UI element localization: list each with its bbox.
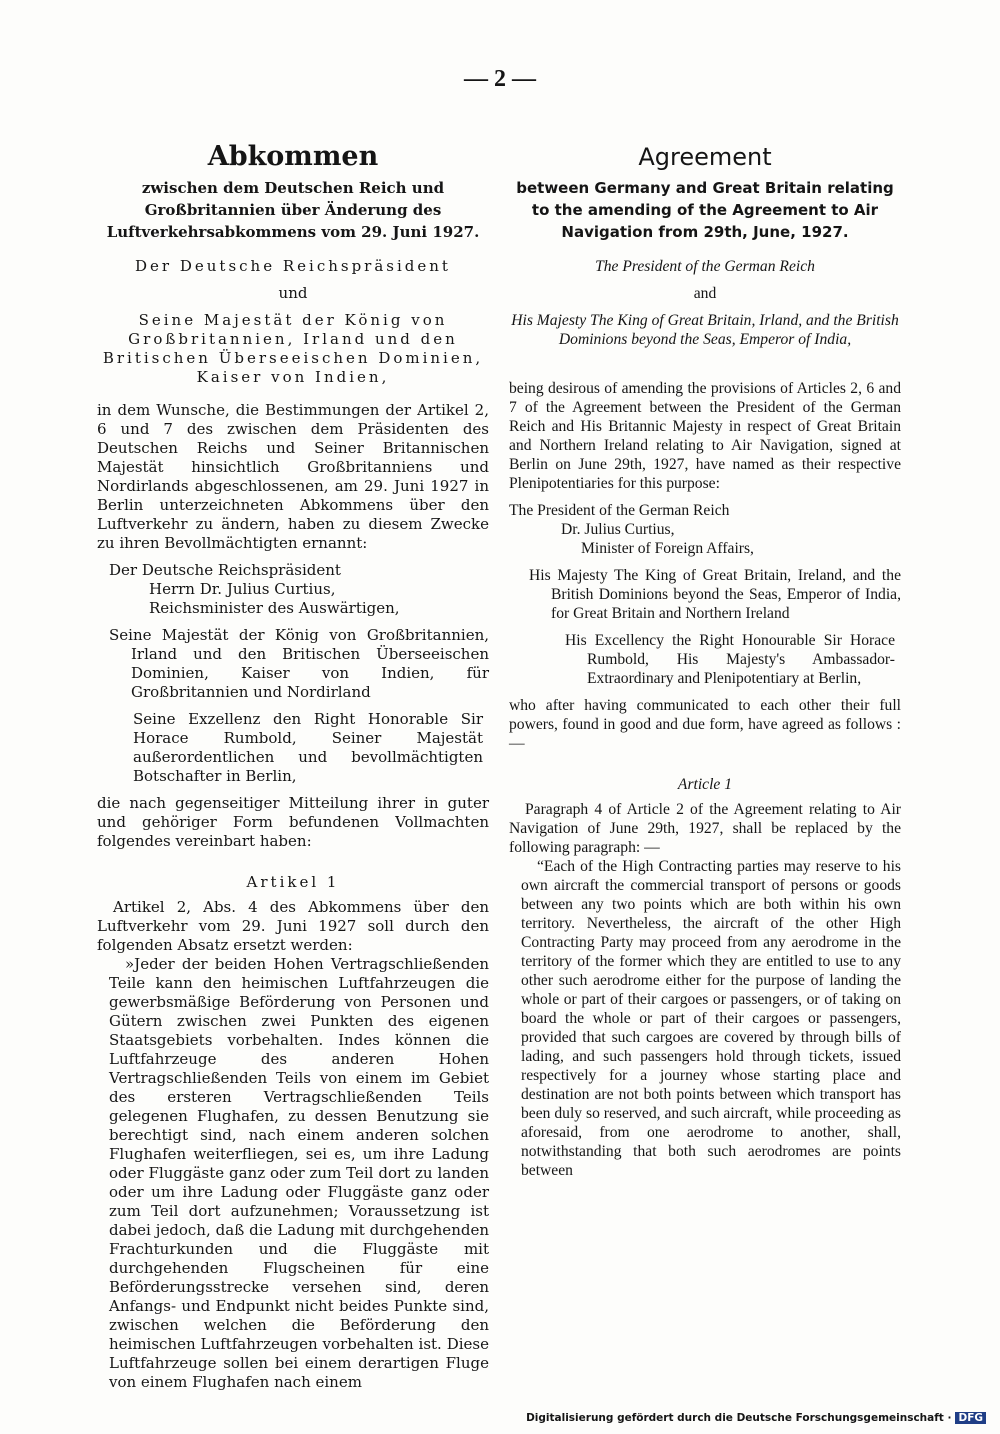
english-plenipotentiary1-name: Dr. Julius Curtius,	[561, 521, 675, 538]
german-plenipotentiary2-title: Seine Majestät der König von Großbritannien, Irland und den Britischen Überseeischen Dominien, Kaiser von Indien, für Großbritannien und Nordirland	[109, 626, 489, 701]
german-and: und	[278, 284, 308, 302]
footer-text: Digitalisierung gefördert durch die Deutsche Forschungsgemeinschaft ·	[526, 1412, 952, 1424]
german-article-intro: Artikel 2, Abs. 4 des Abkommens über den Luftverkehr vom 29. Juni 1927 soll durch den folgenden Absatz ersetzt werden:	[97, 898, 489, 954]
german-agreed: die nach gegenseitiger Mitteilung ihrer in guter und gehöriger Form befundenen Vollmachten folgendes vereinbart haben:	[97, 794, 489, 850]
german-plenipotentiary1-name: Herrn Dr. Julius Curtius,	[149, 580, 336, 598]
german-subtitle: zwischen dem Deutschen Reich und Großbritannien über Änderung des Luftverkehrsabkommens vom 29. Juni 1927.	[106, 179, 480, 241]
english-subtitle: between Germany and Great Britain relating to the amending of the Agreement to Air Navigation from 29th, June, 1927.	[516, 179, 894, 241]
english-title: Agreement	[638, 143, 772, 171]
dfg-logo: DFG	[955, 1412, 986, 1424]
german-column	[97, 140, 489, 1392]
english-party2: His Majesty The King of Great Britain, Irland, and the British Dominions beyond the Seas, Emperor of India,	[511, 312, 899, 348]
english-article-heading: Article 1	[677, 776, 733, 793]
english-plenipotentiary1-title: The President of the German Reich	[509, 502, 730, 519]
english-plenipotentiary1-role: Minister of Foreign Affairs,	[581, 540, 754, 557]
english-plenipotentiary2-title: His Majesty The King of Great Britain, Ireland, and the British Dominions beyond the Seas, Emperor of India, for Great Britain and Northern Ireland	[529, 567, 901, 622]
german-party2: Seine Majestät der König von Großbritannien, Irland und den Britischen Überseeischen Dominien, Kaiser von Indien,	[102, 311, 484, 386]
english-preamble: being desirous of amending the provisions of Articles 2, 6 and 7 of the Agreement between the President of the German Reich and His Britannic Majesty in respect of Great Britain and Northern Ireland relating to Air Navigation, signed at Berlin on June 29th, 1927, have named as their respective Plenipotentiaries for this purpose:	[509, 380, 901, 492]
german-plenipotentiary1-role: Reichsminister des Auswärtigen,	[149, 599, 400, 617]
english-plenipotentiary2-name: His Excellency the Right Honourable Sir Horace Rumbold, His Majesty's Ambassador-Extraordinary and Plenipotentiary at Berlin,	[565, 632, 895, 687]
german-preamble: in dem Wunsche, die Bestimmungen der Artikel 2, 6 und 7 des zwischen dem Präsidenten des Deutschen Reichs und Seiner Britannischen Majestät hinsichtlich Großbritanniens und Nordirlands abgeschlossenen, am 29. Juni 1927 in Berlin unterzeichneten Abkommens über den Luftverkehr zu ändern, haben zu diesem Zwecke zu ihren Bevollmächtigten ernannt:	[97, 401, 489, 552]
english-article-intro: Paragraph 4 of Article 2 of the Agreement relating to Air Navigation of June 29th, 1927, shall be replaced by the following paragraph: —	[509, 801, 901, 856]
english-article-text: “Each of the High Contracting parties may reserve to his own aircraft the commercial transport of persons or goods between any two points which are both within his own territory. Nevertheless, the aircraft of the other High Contracting Party may proceed from any aerodrome in the territory of the former which they are entitled to use to any other such aerodrome either for the purpose of landing the whole or part of their cargoes or passengers, or of taking on board the whole or part of their cargoes or passengers, provided that such cargoes are covered by through bills of lading, and such passengers hold through tickets, issued respectively for a journey whose starting place and destination are not both points between which transport has been duly so reserved, and such aircraft, while proceeding as aforesaid, from one aerodrome to another, shall, notwithstanding that both such aerodromes are points between	[521, 858, 901, 1179]
german-plenipotentiary2-name: Seine Exzellenz den Right Honorable Sir Horace Rumbold, Seiner Majestät außerordentlichen und bevollmächtigten Botschafter in Berlin,	[133, 710, 483, 785]
german-plenipotentiary1-title: Der Deutsche Reichspräsident	[109, 561, 341, 579]
english-and: and	[693, 285, 717, 302]
english-party1: The President of the German Reich	[595, 258, 815, 275]
english-column	[509, 140, 901, 1180]
german-title: Abkommen	[207, 141, 379, 172]
german-party1: Der Deutsche Reichspräsident	[135, 257, 451, 275]
german-article-text: »Jeder der beiden Hohen Vertragschließenden Teile kann den heimischen Luftfahrzeugen die gewerbsmäßige Beförderung von Personen und Gütern zwischen zwei Punkten des eigenen Staatsgebiets vorbehalten. Indes können die Luftfahrzeuge des anderen Hohen Vertragschließenden Teils von einem im Gebiet des ersteren Vertragschließenden Teils gelegenen Flughafen, zu dessen Benutzung sie berechtigt sind, nach einem anderen solchen Flughafen weiterfliegen, sei es, um ihre Ladung oder Fluggäste ganz oder zum Teil dort zu landen oder um ihre Ladung oder Fluggäste ganz oder zum Teil dort aufzunehmen; Voraussetzung ist dabei jedoch, daß die Ladung mit durchgehenden Frachturkunden und die Fluggäste mit durchgehenden Flugscheinen für eine Beförderungsstrecke versehen sind, deren Anfangs- und Endpunkt nicht beides Punkte sind, zwischen welchen die Beförderung den heimischen Luftfahrzeugen vorbehalten ist. Diese Luftfahrzeuge sollen bei einem derartigen Fluge von einem Flughafen nach einem	[109, 955, 489, 1391]
english-agreed: who after having communicated to each other their full powers, found in good and due form, have agreed as follows : —	[509, 697, 901, 752]
page-number: — 2 —	[464, 66, 536, 92]
digitization-footer	[526, 1412, 986, 1424]
german-article-heading: Artikel 1	[246, 873, 340, 891]
